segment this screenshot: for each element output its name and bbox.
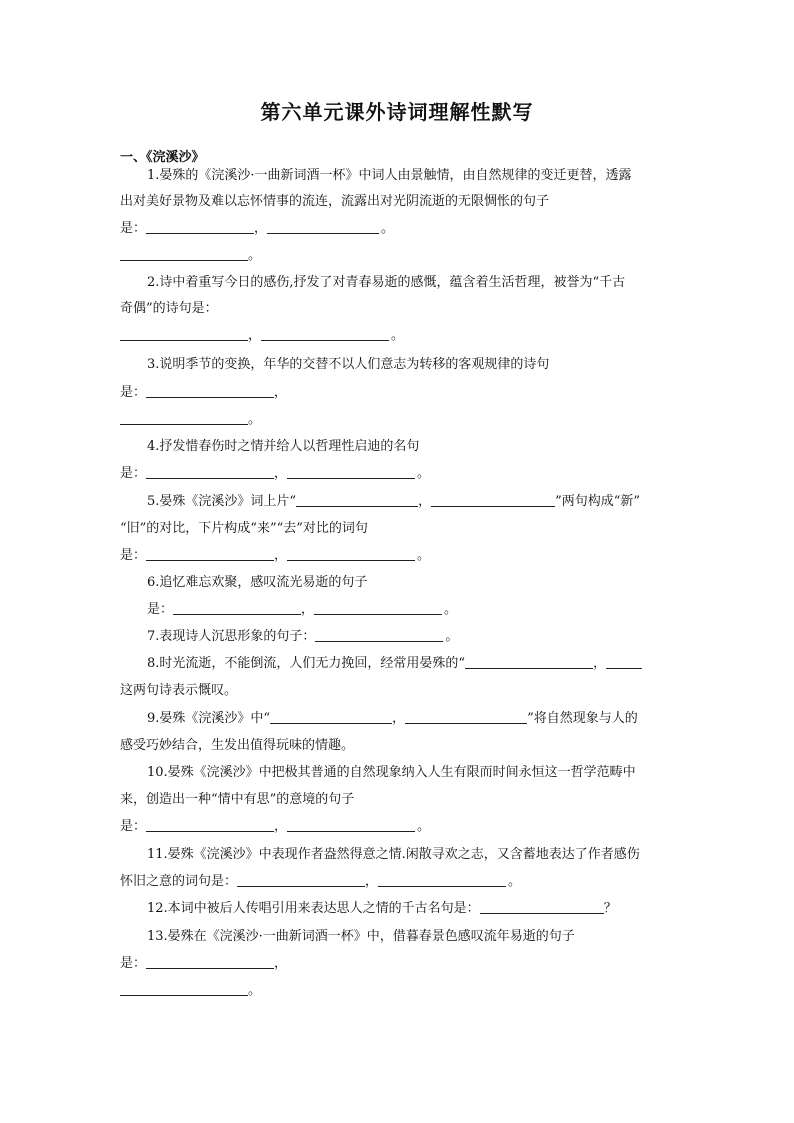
question-1-answer-row-2: 。: [120, 246, 261, 266]
answer-blank[interactable]: [270, 709, 392, 724]
question-7-line-1: 7.表现诗人沉思形象的句子： 。: [147, 629, 459, 644]
answer-blank[interactable]: [431, 492, 555, 507]
question-5-line-2: “旧”的对比，下片构成“来”“去”对比的词句: [120, 521, 368, 536]
answer-blank[interactable]: [146, 383, 274, 398]
question-9-line-1: 9.晏殊《浣溪沙》中“ ， ”将自然现象与人的: [147, 711, 638, 726]
answer-blank[interactable]: [465, 654, 593, 669]
question-6-line-1: 6.追忆难忘欢聚，感叹流光易逝的句子: [147, 575, 368, 590]
answer-blank[interactable]: [120, 981, 248, 996]
question-9-line-2: 感受巧妙结合，生发出值得玩味的情趣。: [120, 738, 355, 753]
question-2-answer-row: ， 。: [120, 326, 404, 346]
answer-blank[interactable]: [405, 709, 527, 724]
question-1-line-2: 出对美好景物及难以忘怀情事的流连，流露出对光阴流逝的无限惆怅的句子: [120, 194, 550, 209]
question-3-answer-row: 是： ，: [120, 385, 288, 400]
answer-blank[interactable]: [296, 492, 418, 507]
answer-blank[interactable]: [146, 817, 274, 832]
question-12-line-1: 12.本词中被后人传唱引用来表达思人之情的千古名句是： ？: [147, 901, 617, 916]
question-13-line-1: 13.晏殊在《浣溪沙·一曲新词酒一杯》中，借暮春景色感叹流年易逝的句子: [147, 929, 575, 944]
answer-blank[interactable]: [120, 246, 248, 261]
answer-blank[interactable]: [267, 219, 379, 234]
question-1-answer-row: 是： ， 。: [120, 221, 395, 236]
answer-blank[interactable]: [237, 872, 365, 887]
answer-blank[interactable]: [287, 464, 415, 479]
answer-blank[interactable]: [606, 654, 642, 669]
question-3-answer-row-2: 。: [120, 410, 261, 430]
answer-blank[interactable]: [120, 410, 248, 425]
answer-blank[interactable]: [146, 219, 254, 234]
answer-blank[interactable]: [173, 600, 301, 615]
question-11-line-2: 怀旧之意的词句是： ， 。: [120, 874, 522, 889]
answer-blank[interactable]: [287, 546, 415, 561]
question-4-line-1: 4.抒发惜春伤时之情并给人以哲理性启迪的名句: [147, 439, 420, 454]
question-3-line-1: 3.说明季节的变换，年华的交替不以人们意志为转移的客观规律的诗句: [147, 357, 550, 372]
answer-blank[interactable]: [146, 546, 274, 561]
question-4-answer-row: 是： ， 。: [120, 466, 431, 481]
question-13-answer-row-2: 。: [120, 981, 261, 1001]
answer-blank[interactable]: [314, 600, 442, 615]
answer-blank[interactable]: [146, 954, 274, 969]
question-10-answer-row: 是： ， 。: [120, 819, 431, 834]
section-heading: 一、《浣溪沙》: [120, 150, 205, 165]
question-2-line-1: 2.诗中着重写今日的感伤,抒发了对青春易逝的感慨，蕴含着生活哲理，被誉为“千古: [147, 275, 626, 290]
question-10-line-2: 来，创造出一种“情中有思”的意境的句子: [120, 792, 355, 807]
answer-blank[interactable]: [480, 899, 604, 914]
question-11-line-1: 11.晏殊《浣溪沙》中表现作者盎然得意之情.闲散寻欢之志，又含蓄地表达了作者感伤: [147, 847, 640, 862]
question-5-line-1: 5.晏殊《浣溪沙》词上片“ ， ”两句构成“新”: [147, 494, 641, 509]
question-6-answer-row: 是： ， 。: [147, 602, 458, 617]
question-13-answer-row: 是： ，: [120, 956, 288, 971]
question-2-line-2: 奇偶”的诗句是：: [120, 301, 218, 316]
question-1-line-1: 1.晏殊的《浣溪沙·一曲新词酒一杯》中词人由景触情，由自然规律的变迁更替，透露: [147, 168, 632, 183]
question-5-answer-row: 是： ， 。: [120, 548, 431, 563]
page-title: 第六单元课外诗词理解性默写: [260, 100, 534, 124]
question-8-line-2: 这两句诗表示慨叹。: [120, 683, 238, 698]
answer-blank[interactable]: [261, 326, 389, 341]
answer-blank[interactable]: [287, 817, 415, 832]
answer-blank[interactable]: [146, 464, 274, 479]
question-10-line-1: 10.晏殊《浣溪沙》中把极其普通的自然现象纳入人生有限而时间永恒这一哲学范畴中: [147, 765, 636, 780]
answer-blank[interactable]: [120, 326, 248, 341]
answer-blank[interactable]: [378, 872, 506, 887]
question-8-line-1: 8.时光流逝，不能倒流，人们无力挽回，经常用晏殊的“ ，: [147, 654, 642, 674]
answer-blank[interactable]: [315, 627, 443, 642]
